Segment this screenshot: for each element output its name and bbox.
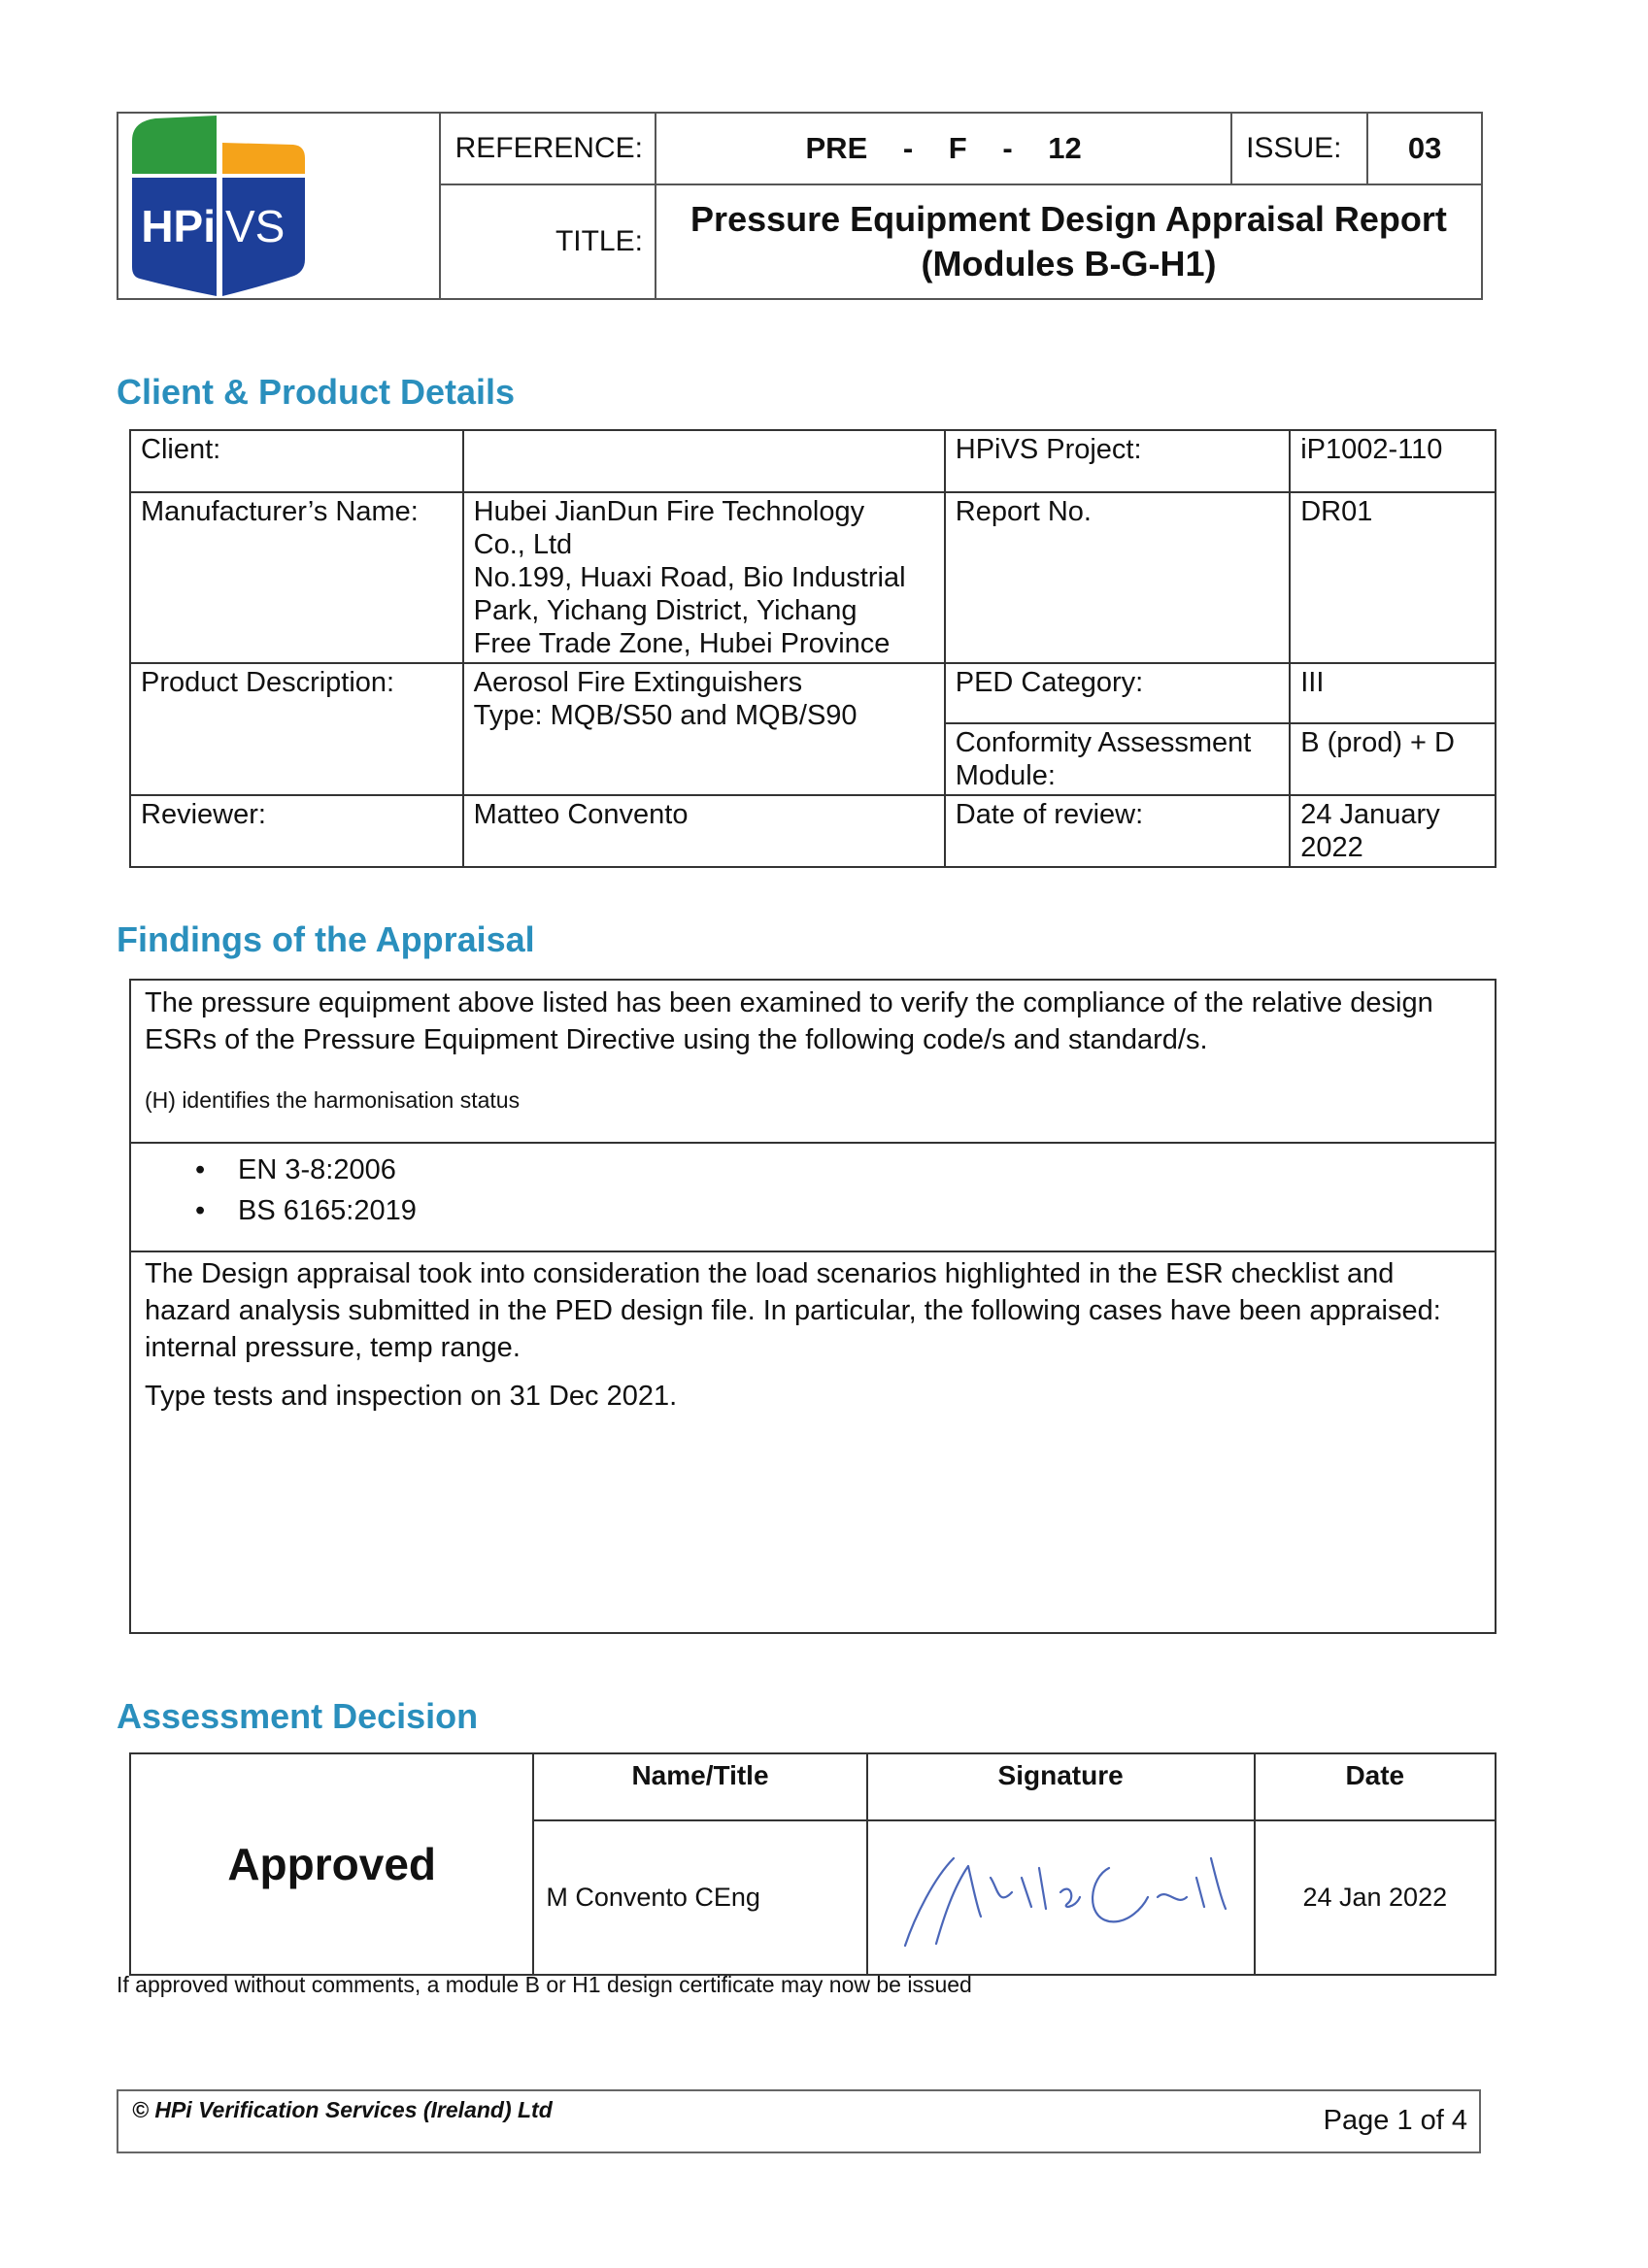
standard-item: • BS 6165:2019: [238, 1190, 417, 1231]
manufacturer-line: Co., Ltd: [473, 529, 573, 560]
findings-section-heading: Findings of the Appraisal: [117, 919, 535, 959]
logo-text-vs: VS: [225, 201, 286, 251]
decision-value: Approved: [130, 1753, 533, 1975]
page-number: Page 1 of 4: [1323, 2105, 1467, 2136]
project-value: iP1002-110: [1290, 430, 1496, 492]
findings-divider: [131, 1142, 1495, 1144]
title-line-2: (Modules B-G-H1): [921, 244, 1217, 284]
assessment-section-heading: Assessment Decision: [117, 1696, 479, 1736]
reviewer-label: Reviewer:: [130, 795, 463, 867]
copyright-text: © HPi Verification Services (Ireland) Ltd: [132, 2097, 553, 2122]
module-value: B (prod) + D: [1290, 723, 1496, 795]
report-no-value: DR01: [1290, 492, 1496, 663]
standards-list: [238, 1150, 417, 1231]
title-label: TITLE:: [440, 184, 656, 299]
product-value: [463, 663, 945, 795]
assessment-table: [129, 1752, 1497, 1976]
date-header: Date: [1255, 1753, 1496, 1820]
manufacturer-label: Manufacturer’s Name:: [130, 492, 463, 663]
review-date-line: 24 January: [1300, 799, 1440, 830]
harmonisation-note: (H) identifies the harmonisation status: [145, 1087, 521, 1113]
consideration-line: internal pressure, temp range.: [145, 1332, 521, 1363]
client-section-heading: Client & Product Details: [117, 372, 516, 412]
type-tests-text: Type tests and inspection on 31 Dec 2021.: [145, 1381, 678, 1412]
logo-text-hpi: HPi: [141, 201, 216, 251]
signature-header: Signature: [867, 1753, 1255, 1820]
findings-intro-line-2: ESRs of the Pressure Equipment Directive using the following code/s and standard/s.: [145, 1024, 1208, 1055]
consideration-line: The Design appraisal took into consideration the load scenarios highlighted in the ESR checklist and: [145, 1258, 1395, 1289]
issue-label: ISSUE:: [1231, 113, 1367, 184]
findings-box: [129, 979, 1497, 1634]
ped-category-label: PED Category:: [945, 663, 1290, 723]
project-label: HPiVS Project:: [945, 430, 1290, 492]
client-value: [463, 430, 945, 492]
client-label: Client:: [130, 430, 463, 492]
issue-value: 03: [1367, 113, 1482, 184]
hpivs-logo: [118, 114, 439, 298]
signature-image: [876, 1839, 1245, 1955]
product-line: Aerosol Fire Extinguishers: [473, 667, 803, 698]
product-label: Product Description:: [130, 663, 463, 795]
module-label-line: Conformity Assessment: [955, 727, 1252, 758]
findings-intro-line-1: The pressure equipment above listed has been examined to verify the compliance of the relative design: [145, 987, 1433, 1018]
manufacturer-line: No.199, Huaxi Road, Bio Industrial: [473, 562, 906, 593]
reference-value: PRE - F - 12: [656, 113, 1231, 184]
signature-text: Matteo Convento: [1024, 1940, 1098, 1951]
manufacturer-value: [463, 492, 945, 663]
review-date-label: Date of review:: [945, 795, 1290, 867]
review-date-line: 2022: [1300, 832, 1363, 863]
report-no-label: Report No.: [945, 492, 1290, 663]
document-title: [656, 184, 1482, 299]
standard-item: • EN 3-8:2006: [238, 1150, 417, 1190]
client-details-table: [129, 429, 1497, 868]
decision-date: 24 Jan 2022: [1255, 1820, 1496, 1975]
consideration-line: hazard analysis submitted in the PED design file. In particular, the following cases have been appraised:: [145, 1295, 1441, 1326]
approval-note: If approved without comments, a module B or H1 design certificate may now be issued: [117, 1972, 972, 1997]
page-footer: [117, 2089, 1481, 2153]
module-label-line: Module:: [955, 760, 1056, 791]
reviewer-value: Matteo Convento: [463, 795, 945, 867]
manufacturer-line: Hubei JianDun Fire Technology: [473, 496, 865, 527]
product-line: Type: MQB/S50 and MQB/S90: [473, 700, 858, 731]
document-header: [117, 112, 1483, 300]
title-line-1: Pressure Equipment Design Appraisal Report: [690, 199, 1447, 239]
manufacturer-line: Free Trade Zone, Hubei Province: [473, 628, 891, 659]
consideration-text: [145, 1255, 1481, 1366]
ped-category-value: III: [1290, 663, 1496, 723]
review-date-value: [1290, 795, 1496, 867]
name-title-header: Name/Title: [533, 1753, 866, 1820]
logo-cell: [118, 113, 440, 299]
reference-label: REFERENCE:: [440, 113, 656, 184]
findings-divider: [131, 1251, 1495, 1252]
reviewer-name-title: M Convento CEng: [533, 1820, 866, 1975]
findings-intro: [145, 984, 1481, 1058]
module-label: [945, 723, 1290, 795]
manufacturer-line: Park, Yichang District, Yichang: [473, 595, 858, 626]
signature-cell: [867, 1820, 1255, 1975]
